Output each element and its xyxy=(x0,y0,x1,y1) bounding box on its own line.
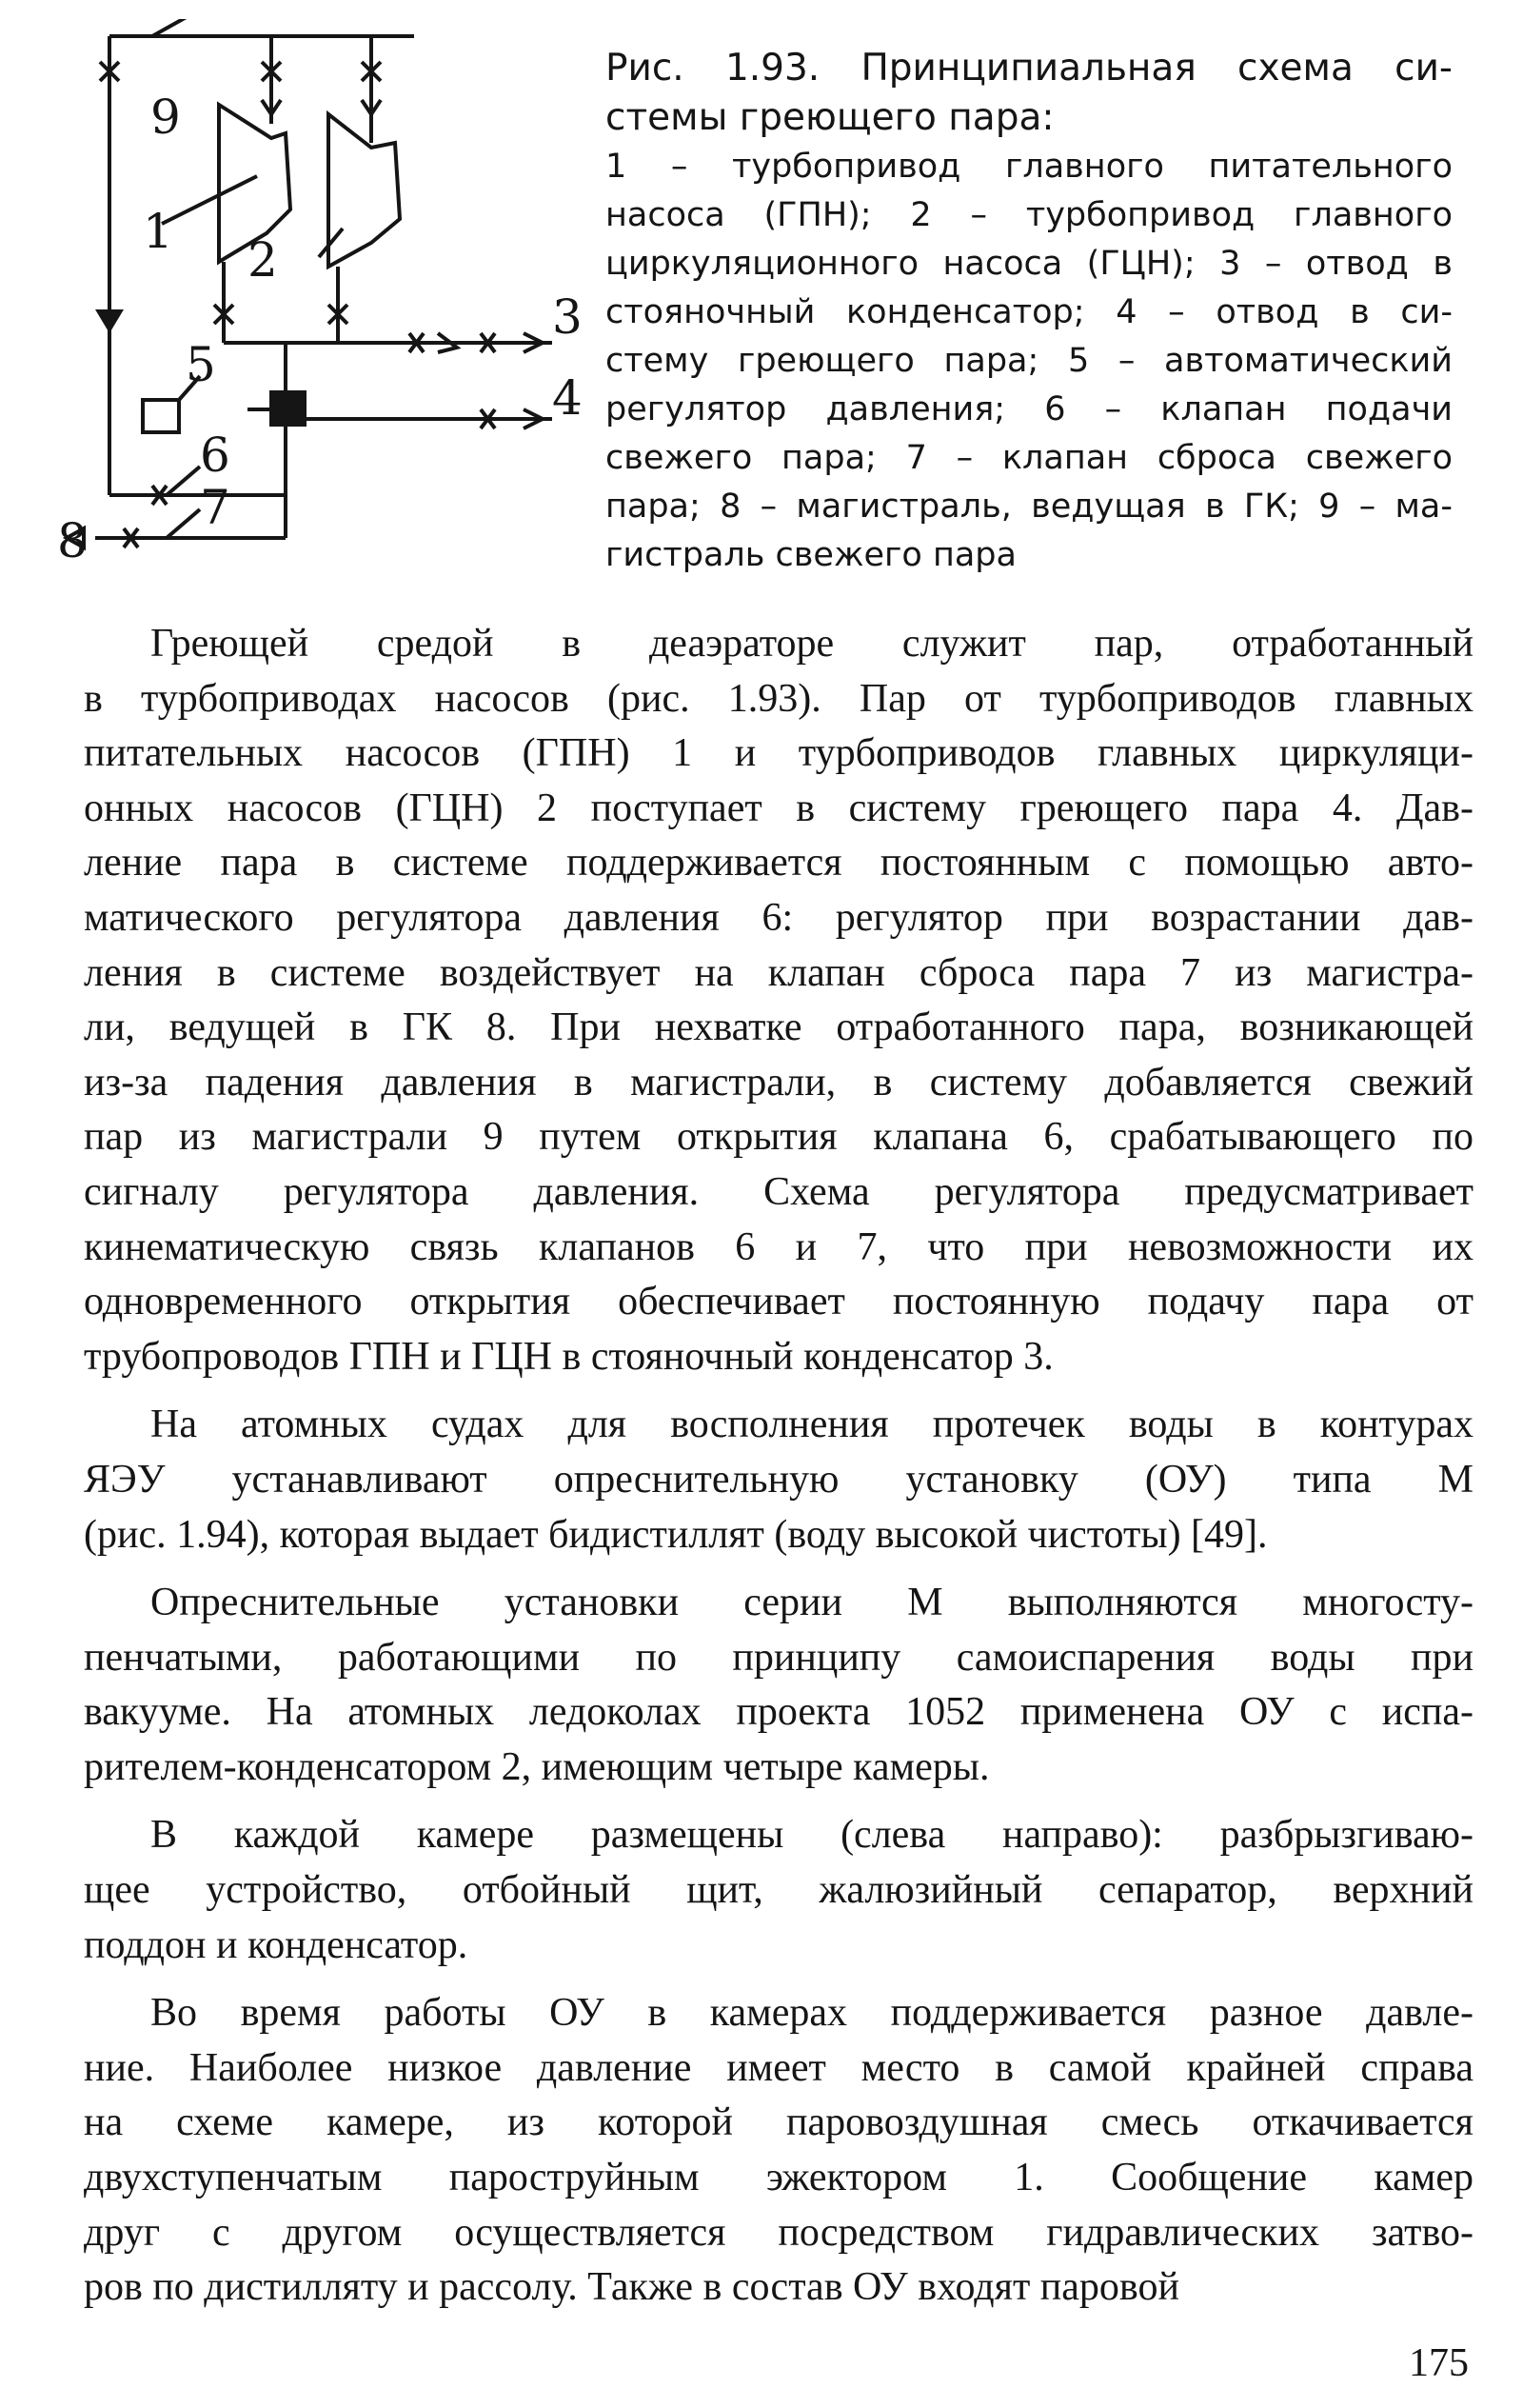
figure-label-1: 1 xyxy=(143,204,173,259)
paragraph-line: на схеме камере, из которой паровоздушная смесь откачивается xyxy=(84,2100,1474,2145)
paragraph-line: ров по дистилляту и рассолу. Также в состав ОУ входят паровой xyxy=(84,2265,1179,2310)
figure-label-8: 8 xyxy=(57,513,88,568)
steam-system-schematic xyxy=(57,19,590,581)
figure-caption xyxy=(605,44,1453,580)
paragraph-line: сигналу регулятора давления. Схема регулятора предусматривает xyxy=(84,1169,1474,1214)
paragraph-line: В каждой камере размещены (слева направо): разбрызгиваю- xyxy=(150,1813,1474,1858)
schematic-diagram xyxy=(57,19,590,581)
caption-line: пара; 8 – магистраль, ведущая в ГК; 9 – ма- xyxy=(605,488,1453,526)
paragraph-line: (рис. 1.94), которая выдает бидистиллят (воду высокой чистоты) [49]. xyxy=(84,1512,1268,1557)
paragraph-line: онных насосов (ГЦН) 2 поступает в систему греющего пара 4. Дав- xyxy=(84,786,1474,830)
figure-label-7: 7 xyxy=(200,480,230,535)
page-number: 175 xyxy=(1409,2341,1469,2385)
paragraph-line: друг с другом осуществляется посредством гидравлических затво- xyxy=(84,2210,1474,2255)
figure-label-6: 6 xyxy=(200,428,230,483)
paragraph-line: Опреснительные установки серии М выполняются многосту- xyxy=(150,1581,1474,1625)
paragraph-line: двухступенчатым пароструйным эжектором 1. Сообщение камер xyxy=(84,2156,1474,2200)
paragraph xyxy=(84,1808,1474,1973)
paragraph-line: На атомных судах для восполнения протечек воды в контурах xyxy=(150,1403,1474,1447)
figure-label-2: 2 xyxy=(247,232,278,288)
paragraph xyxy=(84,1398,1474,1562)
paragraph-line: трубопроводов ГПН и ГЦН в стояночный конденсатор 3. xyxy=(84,1334,1054,1379)
caption-line: стояночный конденсатор; 4 – отвод в си- xyxy=(605,293,1453,331)
figure-label-5: 5 xyxy=(186,337,216,392)
paragraph xyxy=(84,1576,1474,1795)
paragraph-line: ЯЭУ устанавливают опреснительную установку (ОУ) типа М xyxy=(84,1457,1474,1502)
caption-line: насоса (ГПН); 2 – турбопривод главного xyxy=(605,196,1453,234)
caption-line: стему греющего пара; 5 – автоматический xyxy=(605,342,1453,380)
paragraph-line: Греющей средой в деаэраторе служит пар, отработанный xyxy=(150,622,1474,666)
caption-line: свежего пара; 7 – клапан сброса свежего xyxy=(605,439,1453,477)
caption-line: гистраль свежего пара xyxy=(605,536,1017,574)
paragraph-line: поддон и конденсатор. xyxy=(84,1922,468,1967)
figure-label-3: 3 xyxy=(552,289,583,345)
paragraph-line: ли, ведущей в ГК 8. При нехватке отработанного пара, возникающей xyxy=(84,1005,1474,1050)
caption-line: циркуляционного насоса (ГЦН); 3 – отвод в xyxy=(605,245,1453,283)
paragraph-line: ние. Наиболее низкое давление имеет место в самой крайней справа xyxy=(84,2045,1474,2090)
paragraph-line: пенчатыми, работающими по принципу самоиспарения воды при xyxy=(84,1635,1474,1680)
paragraph-line: одновременного открытия обеспечивает постоянную подачу пара от xyxy=(84,1280,1474,1324)
caption-line: Рис. 1.93. Принципиальная схема си- xyxy=(605,47,1453,90)
figure-label-4: 4 xyxy=(552,370,583,426)
paragraph xyxy=(84,617,1474,1384)
caption-line: 1 – турбопривод главного питательного xyxy=(605,148,1453,186)
paragraph-line: щее устройство, отбойный щит, жалюзийный сепаратор, верхний xyxy=(84,1868,1474,1913)
paragraph xyxy=(84,1986,1474,2316)
paragraph-line: в турбоприводах насосов (рис. 1.93). Пар от турбоприводов главных xyxy=(84,676,1474,721)
paragraph-line: Во время работы ОУ в камерах поддерживается разное давле- xyxy=(150,1991,1474,2036)
paragraph-line: из-за падения давления в магистрали, в систему добавляется свежий xyxy=(84,1060,1474,1104)
caption-line: стемы греющего пара: xyxy=(605,96,1055,139)
paragraph-line: рителем-конденсатором 2, имеющим четыре камеры. xyxy=(84,1744,990,1789)
figure-label-9: 9 xyxy=(150,90,181,145)
paragraph-line: ление пара в системе поддерживается постоянным с помощью авто- xyxy=(84,841,1474,886)
paragraph-line: вакууме. На атомных ледоколах проекта 1052 применена ОУ с испа- xyxy=(84,1690,1474,1735)
paragraph-line: кинематическую связь клапанов 6 и 7, что при невозможности их xyxy=(84,1224,1474,1269)
paragraph-line: ления в системе воздействует на клапан сброса пара 7 из магистра- xyxy=(84,950,1474,995)
paragraph-line: пар из магистрали 9 путем открытия клапана 6, срабатывающего по xyxy=(84,1115,1474,1160)
caption-line: регулятор давления; 6 – клапан подачи xyxy=(605,390,1453,428)
body-text xyxy=(84,617,1474,2316)
paragraph-line: питательных насосов (ГПН) 1 и турбоприводов главных циркуляци- xyxy=(84,731,1474,776)
paragraph-line: матического регулятора давления 6: регулятор при возрастании дав- xyxy=(84,895,1474,940)
